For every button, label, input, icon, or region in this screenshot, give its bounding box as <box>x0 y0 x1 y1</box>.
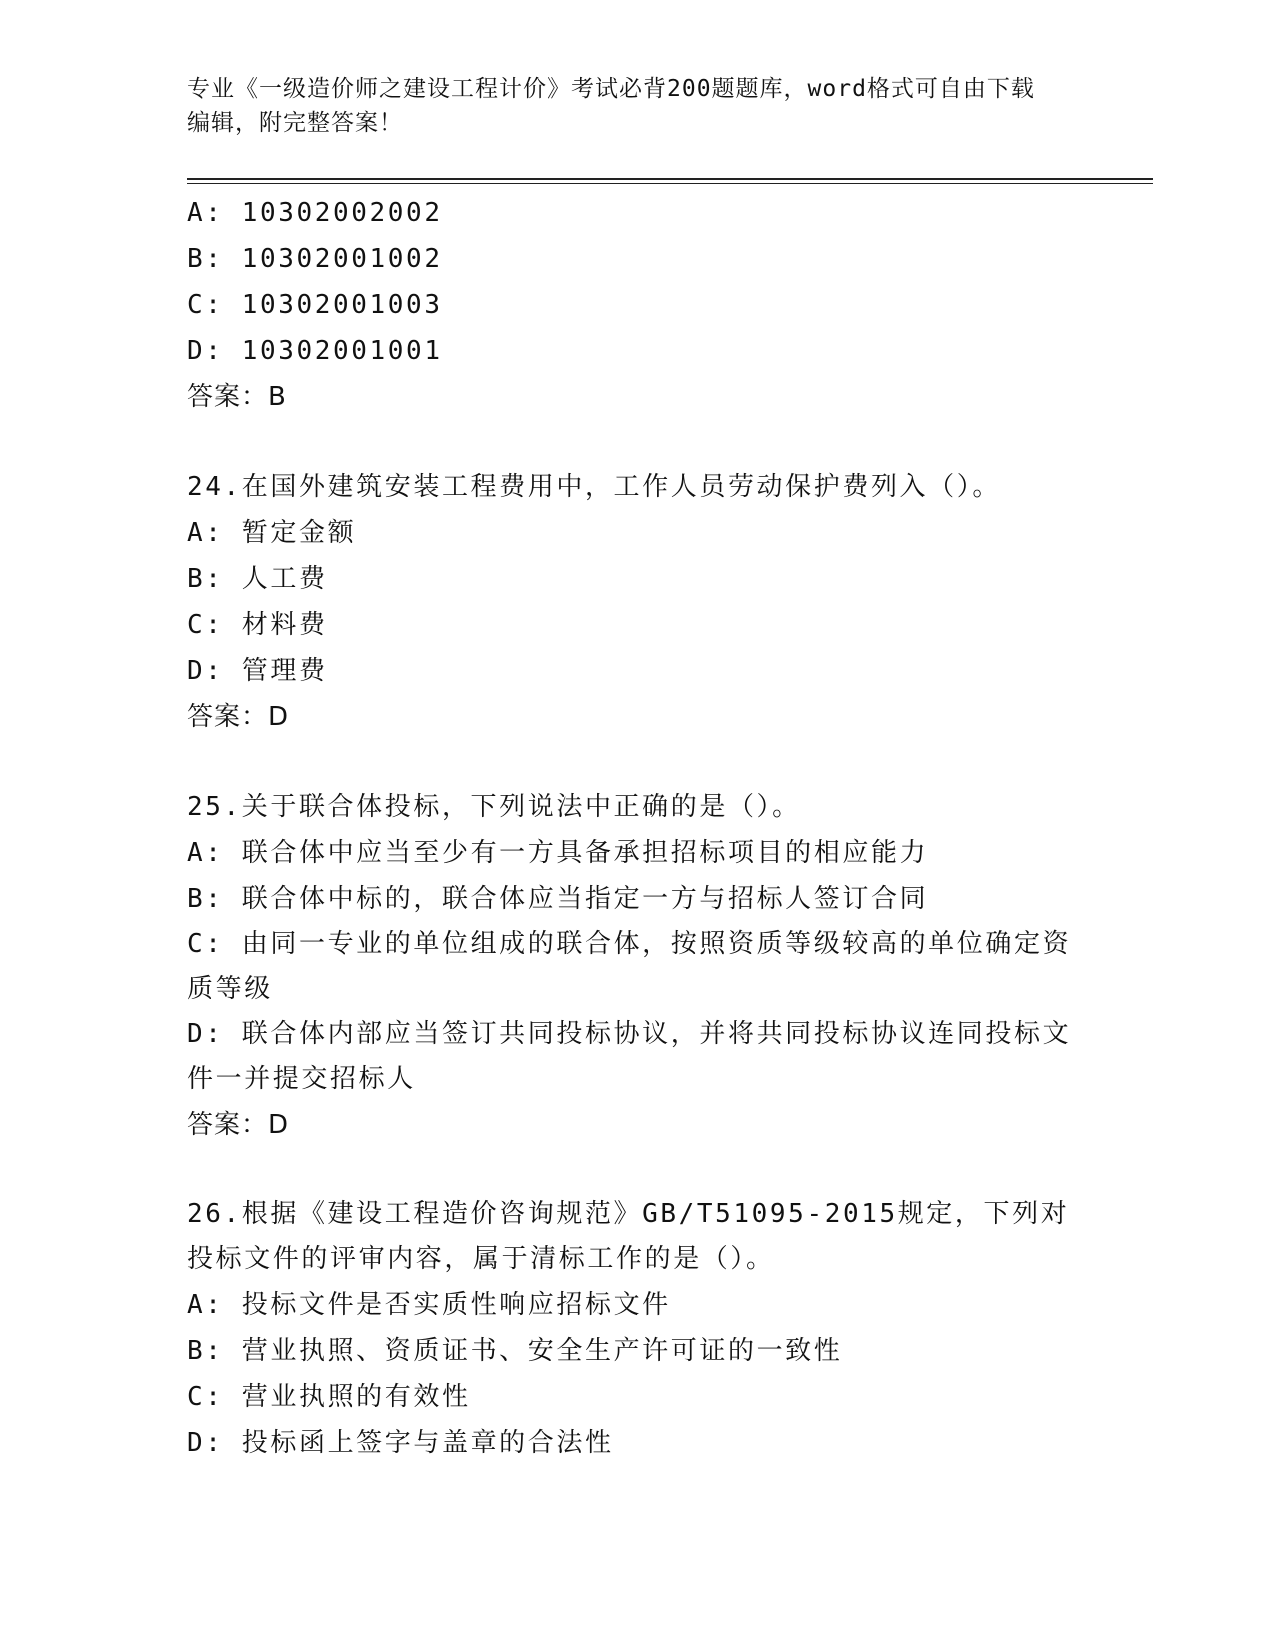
question-block-25 <box>187 784 1087 1148</box>
document-header <box>187 72 1087 140</box>
option-c: C: 营业执照的有效性 <box>187 1382 471 1412</box>
header-rule-thick <box>187 178 1153 180</box>
option-d: D: 投标函上签字与盖章的合法性 <box>187 1428 614 1458</box>
option-b: B: 联合体中标的，联合体应当指定一方与招标人签订合同 <box>187 884 929 914</box>
option-a: A: 10302002002 <box>187 198 443 228</box>
option-c: C: 由同一专业的单位组成的联合体，按照资质等级较高的单位确定资质等级 <box>187 929 1072 1004</box>
answer-text: 答案：D <box>187 702 290 732</box>
question-stem: 24.在国外建筑安装工程费用中，工作人员劳动保护费列入（）。 <box>187 472 1001 502</box>
option-b: B: 人工费 <box>187 564 328 594</box>
header-rule-thin <box>187 183 1153 184</box>
option-c: C: 材料费 <box>187 610 328 640</box>
option-a: A: 联合体中应当至少有一方具备承担招标项目的相应能力 <box>187 838 929 868</box>
option-c: C: 10302001003 <box>187 290 443 320</box>
question-stem: 25.关于联合体投标，下列说法中正确的是（）。 <box>187 792 801 822</box>
option-d: D: 10302001001 <box>187 336 443 366</box>
question-list <box>187 190 1087 1466</box>
question-block-24 <box>187 464 1087 740</box>
option-a: A: 暂定金额 <box>187 518 357 548</box>
prev-question-block <box>187 190 1087 420</box>
option-a: A: 投标文件是否实质性响应招标文件 <box>187 1290 671 1320</box>
option-d: D: 管理费 <box>187 656 328 686</box>
option-d: D: 联合体内部应当签订共同投标协议，并将共同投标协议连同投标文件一并提交招标人 <box>187 1019 1072 1094</box>
answer-text: 答案：B <box>187 382 287 412</box>
option-b: B: 营业执照、资质证书、安全生产许可证的一致性 <box>187 1336 843 1366</box>
question-stem: 26.根据《建设工程造价咨询规范》GB/T51095-2015规定，下列对投标文件的评审内容，属于清标工作的是（）。 <box>187 1199 1070 1274</box>
header-line-2: 编辑，附完整答案！ <box>187 110 403 136</box>
answer-text: 答案：D <box>187 1110 290 1140</box>
question-block-26 <box>187 1192 1087 1466</box>
header-line-1: 专业《一级造价师之建设工程计价》考试必背200题题库，word格式可自由下载 <box>187 76 1035 102</box>
option-b: B: 10302001002 <box>187 244 443 274</box>
